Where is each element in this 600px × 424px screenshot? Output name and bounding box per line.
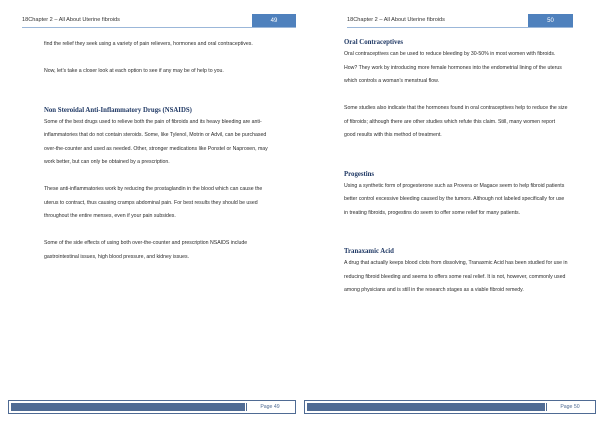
footer-bar: [11, 403, 245, 411]
page-body: [344, 38, 568, 298]
paragraph: Oral contraceptives can be used to reduce bleeding by 30-50% in most women with fibroids. How? They work by introducing more female hormones into the endometrial lining of the uterus which controls a woman’s menstrual flow.: [344, 51, 562, 84]
page-header-title: 18Chapter 2 – All About Uterine fibroids: [22, 17, 120, 23]
page-header-number: 49: [252, 14, 296, 28]
page-body: [44, 38, 276, 264]
section-heading: Oral Contraceptives: [344, 39, 404, 46]
paragraph: A drug that actually keeps blood clots from dissolving, Tranaxmic Acid has been studied for use in reducing fibroid bleeding and seems to offers some real relief. It is not, however, commonly used among physicians and is still in the research stages as a viable fibroid remedy.: [344, 260, 568, 293]
header-divider: [22, 27, 296, 28]
paragraph: Some of the side effects of using both over-the-counter and prescription NSAIDS include gastrointestinal issues, high blood pressure, and kidney issues.: [44, 240, 248, 260]
footer-bar: [307, 403, 545, 411]
paragraph: These anti-inflammatories work by reducing the prostaglandin in the blood which can cause the uterus to contract, thus causing cramps abdominal pain. For best results they should be used throughout the entire menses, even if your pain subsides.: [44, 186, 263, 219]
header-divider: [347, 27, 573, 28]
paragraph: Some studies also indicate that the hormones found in oral contraceptives help to reduce the size of fibroids; although there are other studies which refute this claim. Still, many women report good results with this method of treatment.: [344, 105, 568, 138]
paragraph: find the relief they seek using a variety of pain relievers, hormones and oral contraceptives.: [44, 41, 253, 47]
footer-page-label: Page 50: [546, 403, 593, 411]
page-header-number: 50: [528, 14, 573, 28]
right-page: [300, 0, 600, 424]
page-footer: [8, 400, 296, 414]
paragraph: Some of the best drugs used to relieve both the pain of fibroids and its heavy bleeding are anti-inflammatories that do not contain steroids. Some, like Tylenol, Motrin or Advil, can be purchased over-the-counter and used as needed. Other, stronger medications like Ponstel or Naproxen, may work better, but can only be obtained by a prescription.: [44, 118, 268, 165]
page-footer: [304, 400, 596, 414]
footer-page-label: Page 49: [246, 403, 293, 411]
section-heading: Progestins: [344, 170, 375, 178]
section-heading: Non Steroidal Anti-Inflammatory Drugs (NSAIDS): [44, 106, 192, 114]
paragraph: Now, let’s take a closer look at each option to see if any may be of help to you.: [44, 68, 224, 74]
paragraph: Using a synthetic form of progesterone such as Provera or Magace seem to help fibroid patients better control excessive bleeding caused by the tumors. Although not labeled specifically for use in treating fibroids, progestins do seem to offer some relief for many patients.: [344, 182, 565, 216]
page-header-title: 18Chapter 2 – All About Uterine fibroids: [347, 17, 445, 23]
section-heading: Tranaxamic Acid: [344, 248, 394, 255]
